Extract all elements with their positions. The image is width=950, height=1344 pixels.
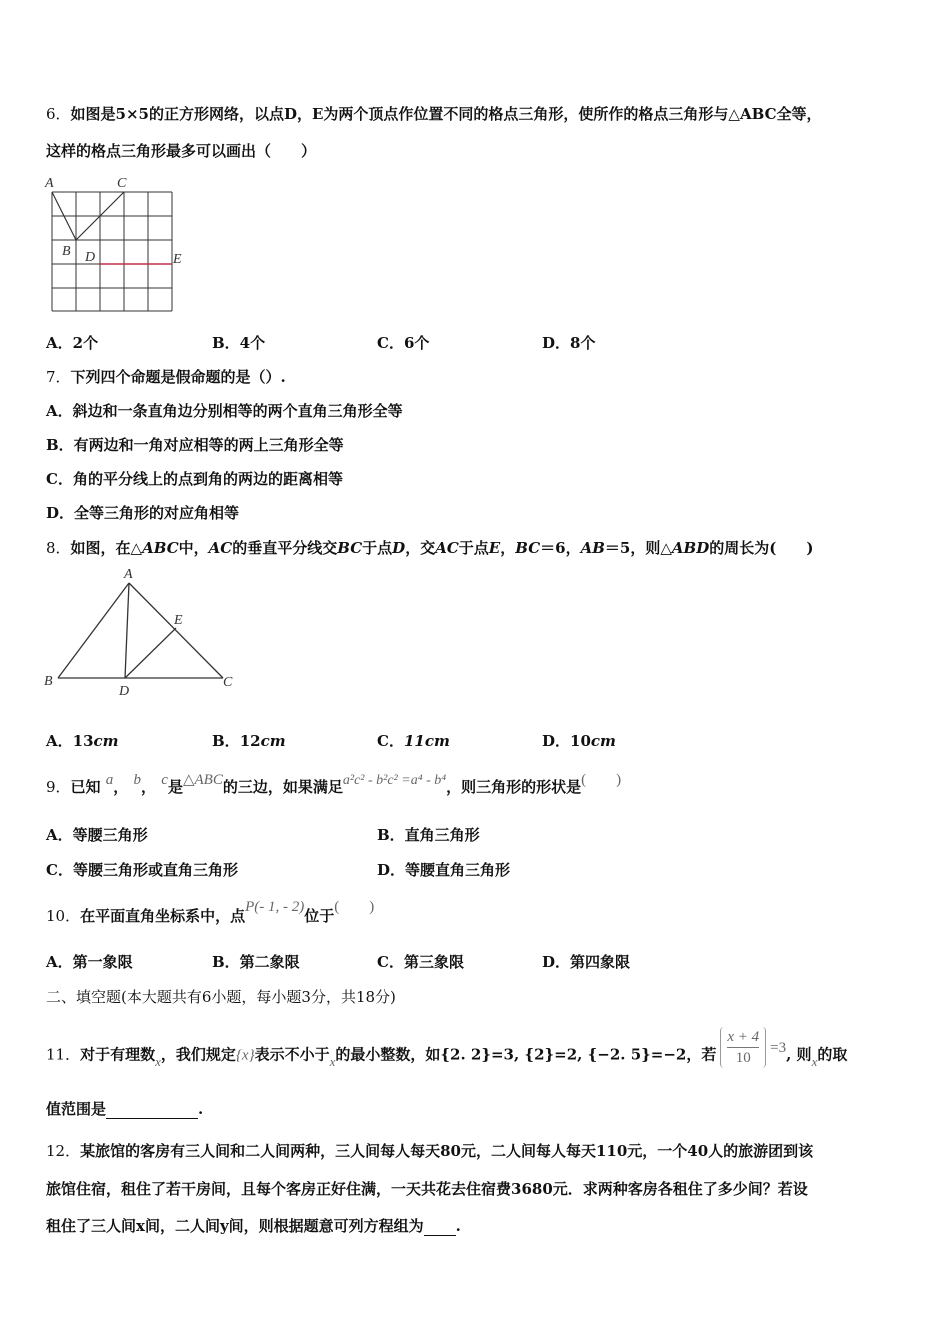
q6-label-a: A: [45, 176, 54, 191]
q7-option-a: A．斜边和一条直角边分别相等的两个直角三角形全等: [46, 402, 403, 420]
q8-option-letter: A．: [46, 732, 73, 750]
q6-option-b: B．4个: [212, 334, 266, 352]
q12-answer-blank[interactable]: [424, 1217, 456, 1236]
q7-option-c: C．角的平分线上的点到角的两边的距离相等: [46, 470, 343, 488]
q8-text: ＝5，则△: [604, 539, 672, 557]
q11-fraction: [720, 1027, 766, 1068]
q9-text: 是: [167, 778, 183, 796]
q9-number: 9．: [46, 778, 71, 796]
q10-text: 在平面直角坐标系中，点: [80, 907, 246, 925]
q8-option-unit: cm: [590, 732, 616, 750]
q8-option-value: 13: [72, 732, 94, 750]
q12-line3: [46, 1215, 461, 1236]
q8-math: AC: [435, 539, 459, 557]
q11-end: .: [198, 1100, 204, 1118]
q9-var-c: c: [161, 772, 168, 788]
q8-option-a: [46, 730, 119, 751]
q6-text2: 这样的格点三角形最多可以画出（ ）: [46, 142, 317, 160]
q11-var-x: x: [155, 1053, 161, 1069]
q11-line2: [46, 1098, 203, 1119]
q7-option-b: B．有两边和一角对应相等的两上三角形全等: [46, 436, 344, 454]
q8-stem: [46, 537, 813, 558]
q6-label-e: E: [173, 252, 182, 267]
q6-label-c: C: [117, 176, 127, 191]
q8-text: 的周长为( ): [709, 539, 814, 557]
q6-option-a: A．2个: [46, 334, 99, 352]
q10-option-b: B．第二象限: [212, 953, 300, 971]
q9-stem: [46, 772, 622, 797]
q8-option-value: 11cm: [403, 732, 450, 750]
q8-text: ，交: [405, 539, 436, 557]
q10-option-d: D．第四象限: [542, 953, 631, 971]
q11-var-x: x: [329, 1053, 336, 1069]
q11-text: 表示不小于: [254, 1045, 330, 1064]
q11-frac-num: x + 4: [727, 1027, 759, 1048]
q6-label-b: B: [62, 244, 71, 259]
q7-option-d: D．全等三角形的对应角相等: [46, 504, 240, 522]
q10-paren: ( ): [334, 899, 375, 915]
q12-end: .: [455, 1217, 461, 1235]
q6-option-d: D．8个: [542, 334, 596, 352]
q12-text: 租住了三人间x间，二人间y间，则根据题意可列方程组为: [46, 1217, 424, 1235]
q11-frac-den: 10: [735, 1050, 751, 1066]
q8-text: 的垂直平分线交: [232, 539, 338, 557]
q10-number: 10．: [46, 907, 81, 925]
q8-math: D: [392, 539, 406, 557]
q6-line2: [46, 140, 316, 161]
q10-option-a: A．第一象限: [46, 953, 133, 971]
q8-option-letter: B．: [212, 732, 240, 750]
q8-option-unit: cm: [260, 732, 286, 750]
q9-var-b: b: [133, 772, 142, 788]
q8-label-b: B: [44, 674, 53, 689]
q9-option-c: C．等腰三角形或直角三角形: [46, 861, 238, 879]
q6-grid-figure: [42, 174, 192, 314]
q8-text: ，: [500, 539, 516, 557]
q6-number: 6．: [46, 105, 71, 123]
q11-var-x: x: [811, 1053, 818, 1069]
q9-option-b: B．直角三角形: [377, 826, 480, 844]
q6-label-d: D: [85, 250, 96, 265]
q11-text: 的最小整数，如{2. 2}=3, {2}=2, {−2. 5}=−2，若: [335, 1045, 717, 1064]
q7-text: 下列四个命题是假命题的是（）.: [70, 368, 286, 386]
q11-text: 的取: [817, 1045, 848, 1064]
q9-text: 的三边，如果满足: [222, 778, 343, 796]
q9-text: 已知: [70, 778, 101, 796]
q6-option-c: C．6个: [377, 334, 430, 352]
q11-answer-blank[interactable]: [106, 1100, 198, 1119]
q11-stem: [46, 1029, 848, 1076]
q8-text: 如图，在△: [70, 539, 143, 557]
q9-option-d: D．等腰直角三角形: [377, 861, 511, 879]
q8-math: BC: [515, 539, 541, 557]
q8-option-b: [212, 730, 286, 751]
q8-math: AB: [580, 539, 605, 557]
q11-bracket: {x}: [235, 1047, 255, 1064]
q8-number: 8．: [46, 539, 71, 557]
q8-label-d: D: [119, 684, 130, 699]
q11-text: 对于有理数: [80, 1045, 156, 1064]
q8-text: ＝6，: [540, 539, 581, 557]
q9-sep: ，: [141, 778, 157, 796]
q9-text: ，则三角形的形状是: [446, 778, 582, 796]
q10-text: 位于: [304, 907, 335, 925]
q9-triangle: △ABC: [182, 772, 223, 788]
q8-label-c: C: [223, 675, 233, 690]
q8-text: 于点: [362, 539, 393, 557]
q8-label-a: A: [124, 567, 133, 582]
q8-math: AC: [208, 539, 233, 557]
q9-equation: a²c² - b²c² =a⁴ - b⁴: [342, 773, 447, 788]
section-2-heading: 二、填空题(本大题共有6小题，每小题3分，共18分): [46, 988, 396, 1006]
q9-option-a: A．等腰三角形: [46, 826, 148, 844]
q11-eq: =3: [770, 1039, 787, 1056]
q12-line2: 旅馆住宿，租住了若干房间，且每个客房正好住满，一天共花去住宿费3680元．求两种客房各租住了多少间？若设: [46, 1180, 808, 1198]
q8-math: BC: [337, 539, 363, 557]
q11-number: 11．: [46, 1045, 81, 1064]
q6-line1: [46, 103, 822, 124]
q10-point: P(- 1, - 2): [245, 899, 305, 915]
q9-paren: ( ): [581, 772, 622, 788]
q8-label-e: E: [174, 613, 183, 628]
q8-math: E: [488, 539, 501, 557]
q8-option-letter: D．: [542, 732, 571, 750]
q8-math: ABC: [142, 539, 179, 557]
q6-text1: 如图是5×5的正方形网络，以点D，E为两个顶点作位置不同的格点三角形，使所作的格点三角形与△ABC全等，: [70, 105, 822, 123]
q9-var-a: a: [105, 772, 114, 788]
q11-text: ，我们规定: [160, 1045, 236, 1064]
q8-option-value: 12: [239, 732, 261, 750]
q8-triangle-figure: [40, 563, 245, 703]
q8-text: 中，: [178, 539, 209, 557]
q11-text: , 则: [786, 1045, 812, 1064]
q12-number: 12．: [46, 1142, 81, 1160]
q12-text: 某旅馆的客房有三人间和二人间两种，三人间每人每天80元，二人间每人每天110元，一个40人的旅游团到该: [80, 1142, 814, 1160]
q10-option-c: C．第三象限: [377, 953, 464, 971]
q8-option-value: 10: [570, 732, 591, 750]
q8-math: ABD: [671, 539, 710, 557]
q8-option-d: [542, 730, 616, 751]
q8-option-unit: cm: [93, 732, 119, 750]
q12-line1: [46, 1140, 813, 1161]
q10-stem: [46, 899, 375, 926]
q11-text: 值范围是: [46, 1100, 107, 1118]
q8-text: 于点: [458, 539, 489, 557]
q8-option-letter: C．: [377, 732, 404, 750]
q8-option-c: [377, 730, 450, 751]
q7-number: 7．: [46, 368, 71, 386]
q9-sep: ，: [113, 778, 129, 796]
q7-stem: [46, 366, 286, 387]
